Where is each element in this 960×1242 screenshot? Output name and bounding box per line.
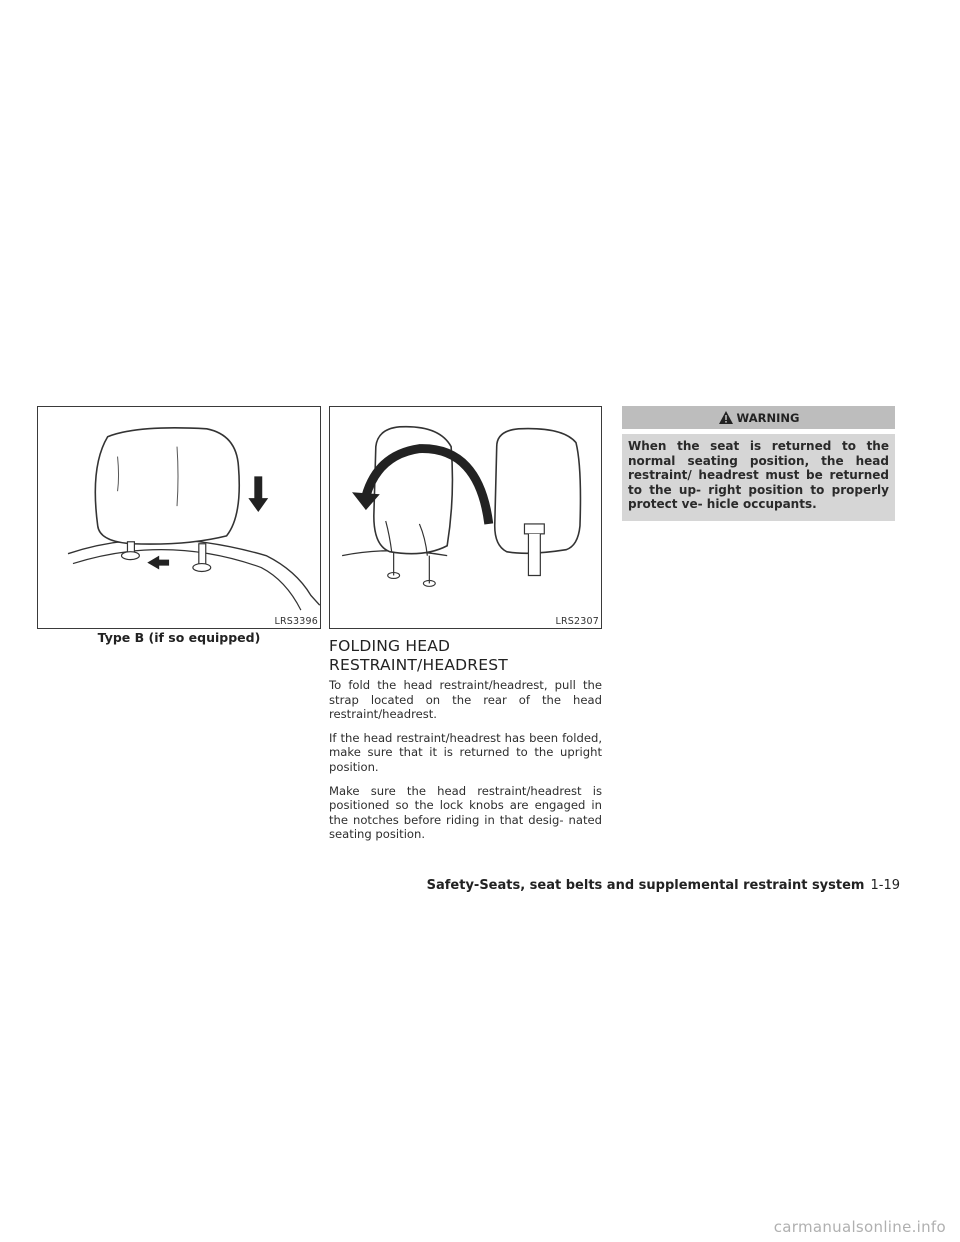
figure-caption: Type B (if so equipped) bbox=[97, 630, 261, 645]
figure-folding-headrest bbox=[329, 406, 602, 629]
page-footer bbox=[427, 878, 900, 893]
warning-title: WARNING bbox=[736, 410, 800, 425]
figure-headrest-type-b bbox=[37, 406, 321, 629]
figure-code: LRS3396 bbox=[274, 616, 318, 627]
warning-box bbox=[622, 406, 895, 521]
heading-line-2: RESTRAINT/HEADREST bbox=[329, 656, 508, 674]
paragraph: Make sure the head restraint/headrest is positioned so the lock knobs are engaged in the notches before riding in that desig- nated seating position. bbox=[329, 783, 602, 842]
warning-triangle-icon bbox=[718, 410, 734, 425]
section-body bbox=[329, 678, 602, 851]
warning-header bbox=[622, 406, 895, 434]
paragraph: To fold the head restraint/headrest, pull the strap located on the rear of the head restraint/headrest. bbox=[329, 678, 602, 722]
page-number: 1-19 bbox=[870, 878, 900, 893]
figure-code: LRS2307 bbox=[555, 616, 599, 627]
folding-headrest-illustration bbox=[330, 407, 601, 628]
footer-section-title: Safety-Seats, seat belts and supplemental restraint system bbox=[426, 878, 865, 893]
headrest-adjust-illustration bbox=[38, 407, 320, 628]
watermark: carmanualsonline.info bbox=[773, 1218, 946, 1236]
section-heading bbox=[329, 637, 604, 675]
warning-text: When the seat is returned to the normal seating position, the head restraint/ headrest must be returned to the up- right position to properly protect ve- hicle occupants. bbox=[628, 439, 889, 512]
paragraph: If the head restraint/headrest has been folded, make sure that it is returned to the upright position. bbox=[329, 730, 602, 774]
heading-line-1: FOLDING HEAD bbox=[329, 637, 451, 655]
